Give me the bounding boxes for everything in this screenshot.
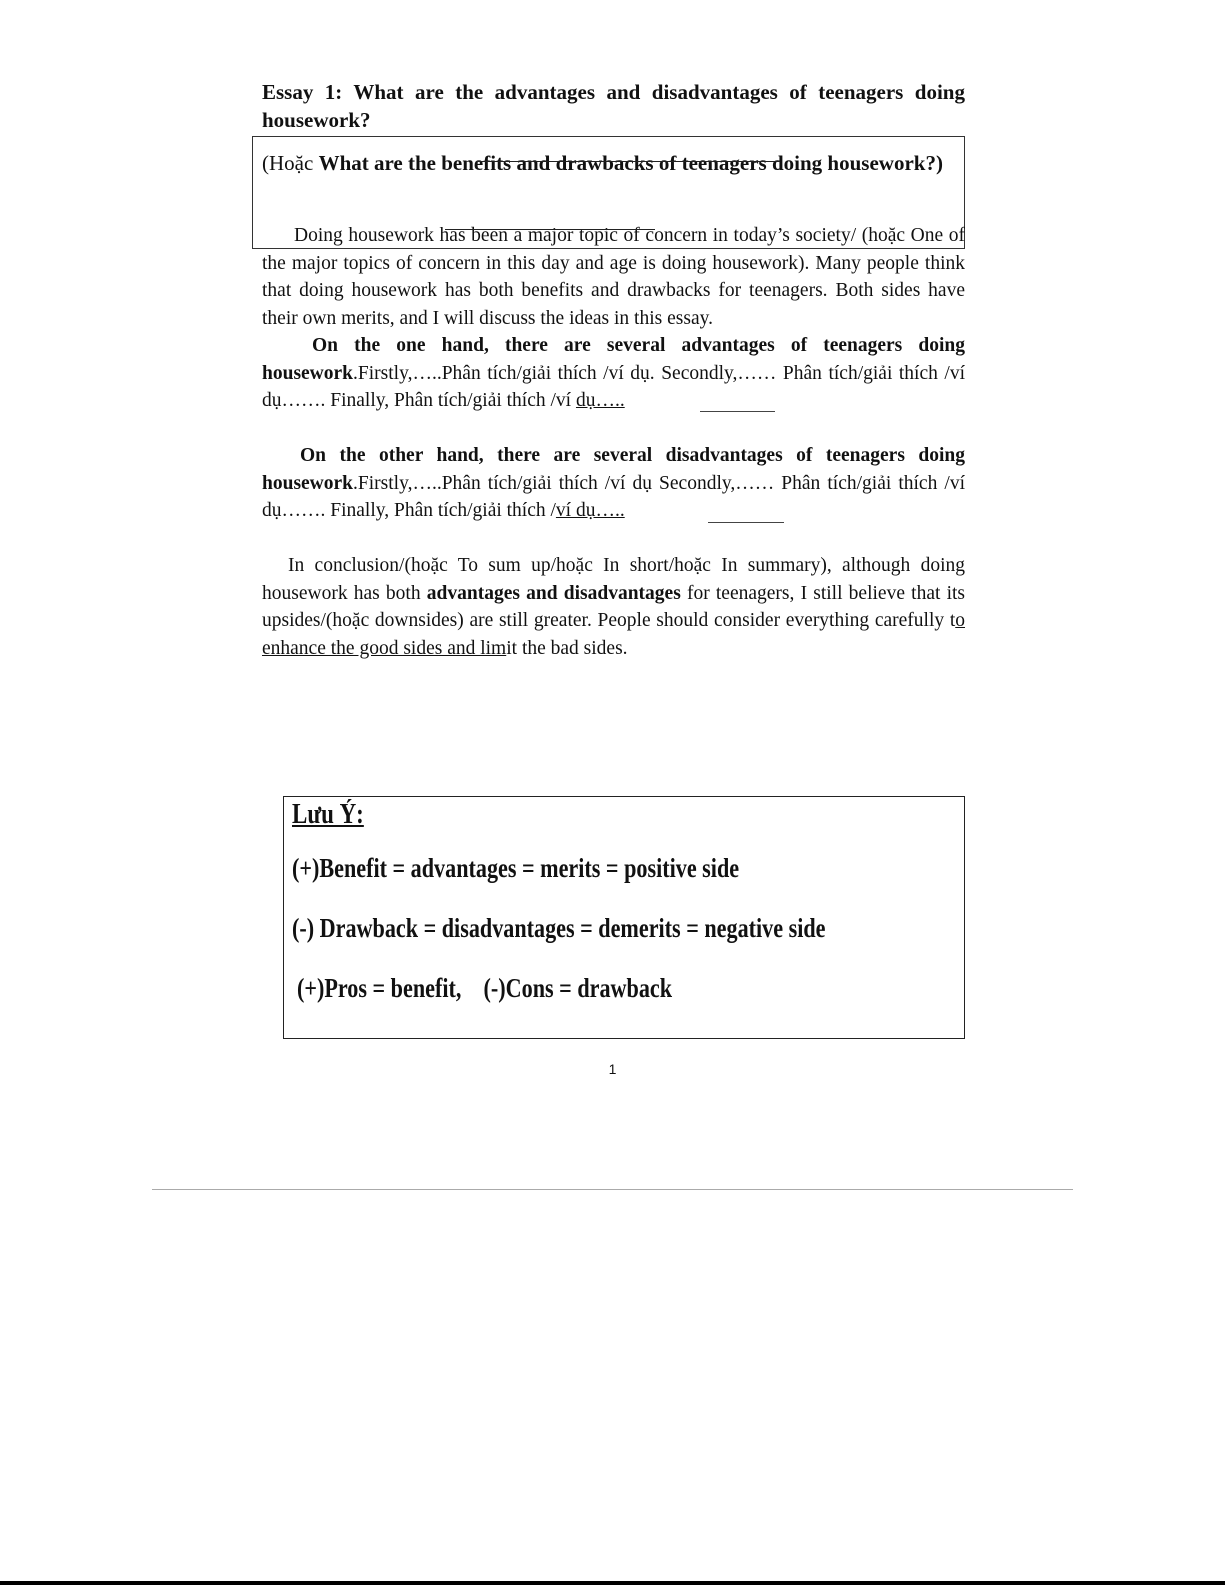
page-separator xyxy=(152,1189,1073,1190)
body2-underline-rule xyxy=(708,522,784,523)
body2-tail: ví dụ….. xyxy=(555,500,625,521)
body1-text: .Firstly,…..Phân tích/giải thích /ví dụ. Secondly,…… Phân tích/giải thích /ví dụ……. Finally, Phân tích/giải thích /ví xyxy=(262,362,965,411)
note-line-drawback: (-) Drawback = disadvantages = demerits = negative side xyxy=(292,913,826,943)
body1-tail: dụ….. xyxy=(575,390,625,411)
intro-paragraph: Doing housework has been a major topic of concern in today’s society/ (hoặc One of the major topics of concern in this day and age is doing housework). Many people think that doing housework has both benefits and drawbacks for teenagers. Both sides have their own merits, and I will discuss the ideas in this essay. xyxy=(262,225,965,329)
strike-line-intro xyxy=(445,229,655,230)
conclusion-paragraph xyxy=(262,552,965,662)
bottom-edge-bar xyxy=(0,1581,1225,1585)
conclusion-part2: for teenagers, I still believe that its upsides/(hoặc downsides) are still greater. People should consider everything carefully t xyxy=(262,582,966,631)
note-line-benefit: (+)Benefit = advantages = merits = positive side xyxy=(292,853,740,883)
strike-line-top xyxy=(476,161,780,162)
conclusion-part1: In conclusion/(hoặc To sum up/hoặc In short/hoặc In summary), although doing housework has both xyxy=(262,555,965,604)
essay-title: Essay 1: What are the advantages and disadvantages of teenagers doing housework? xyxy=(262,80,965,132)
note-line-pros-cons: (+)Pros = benefit, (-)Cons = drawback xyxy=(297,973,673,1003)
body-paragraph-disadvantages xyxy=(262,442,965,525)
body2-text: .Firstly,…..Phân tích/giải thích /ví dụ Secondly,…… Phân tích/giải thích /ví dụ……. Finally, Phân tích/giải thích / xyxy=(262,472,965,521)
body-paragraph-advantages xyxy=(262,332,965,415)
body1-underline-rule xyxy=(700,411,775,412)
alt-question-prefix: (Hoặc xyxy=(262,151,319,175)
note-title: Lưu Ý: xyxy=(292,799,364,830)
conclusion-part3: it the bad sides. xyxy=(506,637,628,659)
body1-topic: On the one hand, there are several advantages of teenagers doing housework xyxy=(262,335,965,384)
alt-question-bold: What are the benefits and drawbacks of teenagers doing housework?) xyxy=(318,151,943,175)
conclusion-bold: advantages and disadvantages xyxy=(426,582,681,604)
body2-topic: On the other hand, there are several disadvantages of teenagers doing housework xyxy=(262,445,965,494)
note-box xyxy=(283,796,965,1039)
alternative-question xyxy=(262,149,962,177)
page-number: 1 xyxy=(608,1061,617,1077)
conclusion-underlined: o enhance the good sides and lim xyxy=(262,610,965,659)
